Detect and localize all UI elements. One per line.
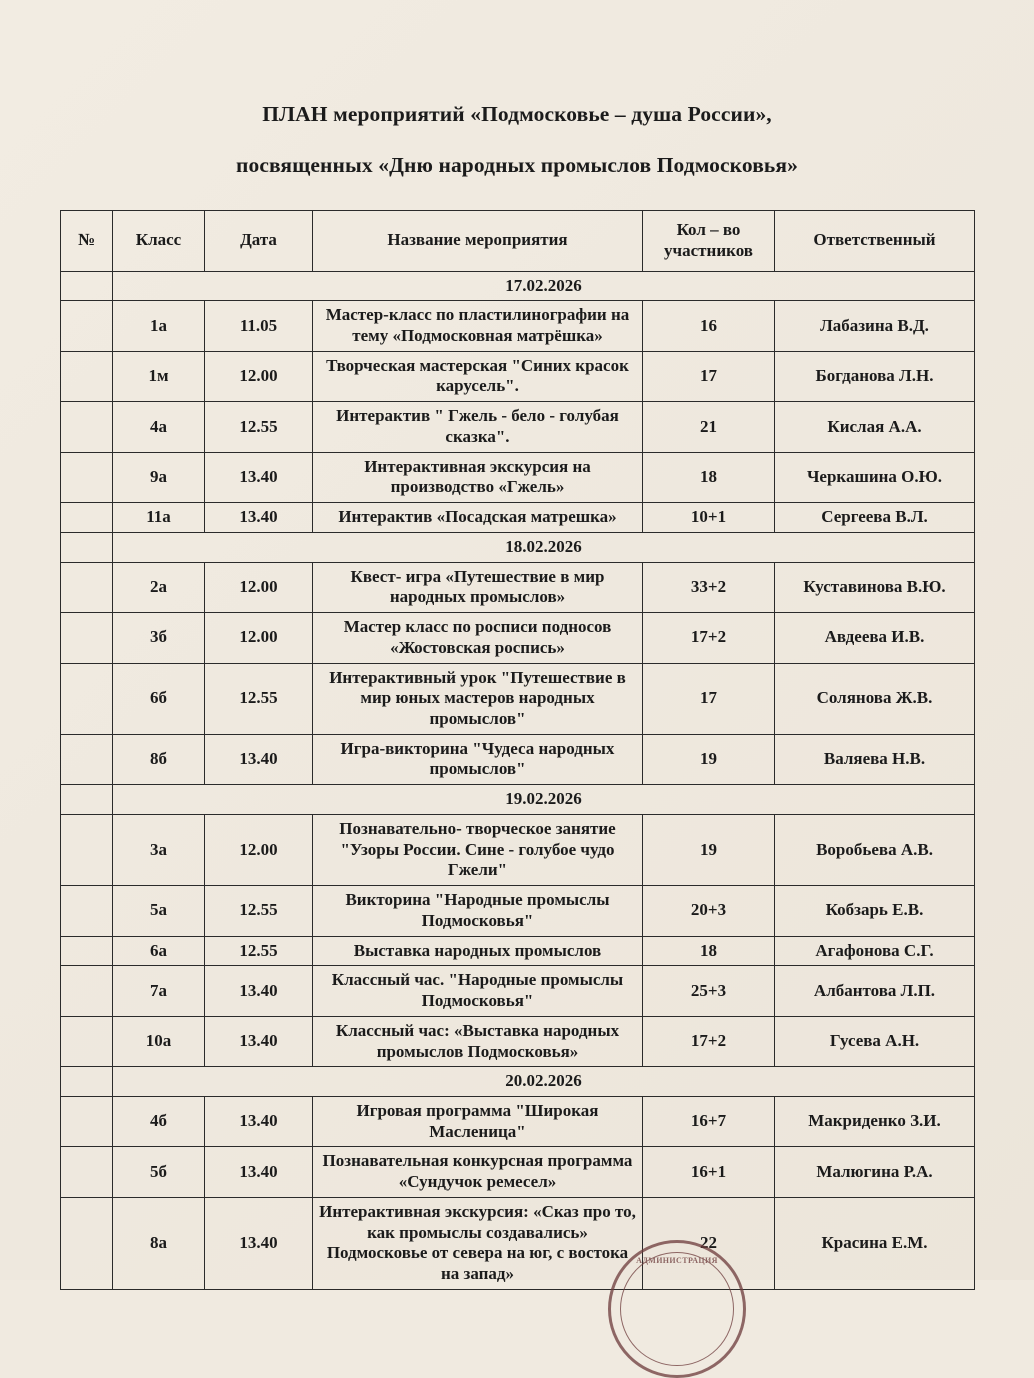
cell-class: 9а <box>113 452 205 502</box>
table-header <box>61 211 975 271</box>
table-row <box>61 1016 975 1066</box>
cell-participants-count: 17 <box>643 351 775 401</box>
cell-event-name: Интерактив «Посадская матрешка» <box>313 503 643 533</box>
table-row <box>61 351 975 401</box>
cell-event-name: Интерактивная экскурсия: «Сказ про то, как промыслы создавались» Подмосковье от севера на юг, с востока на запад» <box>313 1197 643 1289</box>
page-title-line-2: посвященных «Дню народных промыслов Подмосковья» <box>236 153 798 178</box>
cell-responsible: Красина Е.М. <box>775 1197 975 1289</box>
cell-num <box>61 613 113 663</box>
cell-num <box>61 532 113 562</box>
plan-table <box>60 210 975 1290</box>
cell-event-name: Квест- игра «Путешествие в мир народных промыслов» <box>313 562 643 612</box>
cell-date: 11.05 <box>205 301 313 351</box>
table-row <box>61 1147 975 1197</box>
cell-event-name: Интерактивная экскурсия на производство «Гжель» <box>313 452 643 502</box>
cell-participants-count: 22 <box>643 1197 775 1289</box>
table-row <box>61 301 975 351</box>
cell-participants-count: 10+1 <box>643 503 775 533</box>
cell-responsible: Агафонова С.Г. <box>775 936 975 966</box>
table-row <box>61 663 975 734</box>
cell-class: 5б <box>113 1147 205 1197</box>
day-label: 19.02.2026 <box>113 785 975 815</box>
cell-responsible: Черкашина О.Ю. <box>775 452 975 502</box>
cell-class: 8б <box>113 734 205 784</box>
cell-participants-count: 16 <box>643 301 775 351</box>
cell-num <box>61 503 113 533</box>
cell-participants-count: 17+2 <box>643 613 775 663</box>
cell-num <box>61 452 113 502</box>
cell-participants-count: 19 <box>643 734 775 784</box>
cell-num <box>61 1016 113 1066</box>
cell-class: 3б <box>113 613 205 663</box>
cell-event-name: Классный час. "Народные промыслы Подмосковья" <box>313 966 643 1016</box>
cell-class: 8а <box>113 1197 205 1289</box>
table-row <box>61 613 975 663</box>
cell-responsible: Сергеева В.Л. <box>775 503 975 533</box>
column-header-date: Дата <box>205 211 313 271</box>
cell-class: 7а <box>113 966 205 1016</box>
cell-event-name: Интерактив " Гжель - бело - голубая сказка". <box>313 402 643 452</box>
cell-participants-count: 20+3 <box>643 886 775 936</box>
cell-class: 10а <box>113 1016 205 1066</box>
cell-date: 13.40 <box>205 503 313 533</box>
day-label: 18.02.2026 <box>113 532 975 562</box>
cell-participants-count: 21 <box>643 402 775 452</box>
day-label: 17.02.2026 <box>113 271 975 301</box>
cell-num <box>61 1067 113 1097</box>
stamp-label: АДМИНИСТРАЦИЯ <box>636 1256 718 1265</box>
column-header-class: Класс <box>113 211 205 271</box>
cell-class: 2а <box>113 562 205 612</box>
cell-participants-count: 16+7 <box>643 1097 775 1147</box>
cell-num <box>61 663 113 734</box>
column-header-count <box>643 211 775 271</box>
cell-date: 12.00 <box>205 351 313 401</box>
cell-date: 13.40 <box>205 1147 313 1197</box>
cell-responsible: Лабазина В.Д. <box>775 301 975 351</box>
cell-date: 13.40 <box>205 1097 313 1147</box>
cell-num <box>61 1147 113 1197</box>
column-header-responsible: Ответственный <box>775 211 975 271</box>
cell-num <box>61 814 113 885</box>
cell-date: 12.55 <box>205 402 313 452</box>
cell-event-name: Познавательная конкурсная программа «Сундучок ремесел» <box>313 1147 643 1197</box>
cell-responsible: Воробьева А.В. <box>775 814 975 885</box>
cell-participants-count: 18 <box>643 452 775 502</box>
cell-participants-count: 17 <box>643 663 775 734</box>
cell-participants-count: 33+2 <box>643 562 775 612</box>
cell-responsible: Солянова Ж.В. <box>775 663 975 734</box>
cell-num <box>61 734 113 784</box>
table-row <box>61 814 975 885</box>
cell-date: 12.55 <box>205 663 313 734</box>
cell-date: 13.40 <box>205 1197 313 1289</box>
cell-num <box>61 562 113 612</box>
cell-date: 12.00 <box>205 562 313 612</box>
cell-responsible: Макриденко З.И. <box>775 1097 975 1147</box>
cell-responsible: Куставинова В.Ю. <box>775 562 975 612</box>
cell-participants-count: 25+3 <box>643 966 775 1016</box>
table-row <box>61 1097 975 1147</box>
cell-class: 11а <box>113 503 205 533</box>
cell-participants-count: 18 <box>643 936 775 966</box>
cell-num <box>61 351 113 401</box>
table-row <box>61 886 975 936</box>
table-body <box>61 271 975 1289</box>
cell-event-name: Игра-викторина "Чудеса народных промыслов" <box>313 734 643 784</box>
cell-num <box>61 966 113 1016</box>
cell-class: 6б <box>113 663 205 734</box>
cell-num <box>61 271 113 301</box>
cell-event-name: Классный час: «Выставка народных промыслов Подмосковья» <box>313 1016 643 1066</box>
cell-class: 5а <box>113 886 205 936</box>
table-row <box>61 1197 975 1289</box>
table-day-row <box>61 1067 975 1097</box>
table-day-row <box>61 785 975 815</box>
document-title-block <box>60 0 974 180</box>
cell-event-name: Викторина "Народные промыслы Подмосковья" <box>313 886 643 936</box>
table-row <box>61 402 975 452</box>
cell-date: 12.00 <box>205 613 313 663</box>
table-row <box>61 734 975 784</box>
cell-class: 4а <box>113 402 205 452</box>
cell-event-name: Игровая программа "Широкая Масленица" <box>313 1097 643 1147</box>
table-row <box>61 936 975 966</box>
table-row <box>61 503 975 533</box>
cell-date: 12.55 <box>205 936 313 966</box>
cell-participants-count: 19 <box>643 814 775 885</box>
table-row <box>61 452 975 502</box>
cell-event-name: Мастер класс по росписи подносов «Жостовская роспись» <box>313 613 643 663</box>
column-header-count-line1: Кол – во <box>676 220 741 240</box>
cell-event-name: Выставка народных промыслов <box>313 936 643 966</box>
cell-num <box>61 301 113 351</box>
page-title-line-1: ПЛАН мероприятий «Подмосковье – душа России», <box>262 102 772 126</box>
cell-date: 13.40 <box>205 1016 313 1066</box>
cell-participants-count: 17+2 <box>643 1016 775 1066</box>
cell-num <box>61 1197 113 1289</box>
cell-date: 13.40 <box>205 734 313 784</box>
cell-num <box>61 402 113 452</box>
table-day-row <box>61 532 975 562</box>
cell-num <box>61 936 113 966</box>
cell-class: 6а <box>113 936 205 966</box>
cell-responsible: Кислая А.А. <box>775 402 975 452</box>
cell-class: 1м <box>113 351 205 401</box>
cell-event-name: Познавательно- творческое занятие "Узоры России. Сине - голубое чудо Гжели" <box>313 814 643 885</box>
cell-date: 13.40 <box>205 966 313 1016</box>
column-header-count-line2: участников <box>664 240 753 260</box>
cell-date: 13.40 <box>205 452 313 502</box>
cell-responsible: Гусева А.Н. <box>775 1016 975 1066</box>
cell-date: 12.00 <box>205 814 313 885</box>
cell-responsible: Авдеева И.В. <box>775 613 975 663</box>
cell-event-name: Творческая мастерская "Синих красок карусель". <box>313 351 643 401</box>
table-header-row <box>61 211 975 271</box>
cell-responsible: Кобзарь Е.В. <box>775 886 975 936</box>
day-label: 20.02.2026 <box>113 1067 975 1097</box>
cell-class: 4б <box>113 1097 205 1147</box>
cell-responsible: Богданова Л.Н. <box>775 351 975 401</box>
table-row <box>61 562 975 612</box>
cell-responsible: Албантова Л.П. <box>775 966 975 1016</box>
column-header-num: № <box>61 211 113 271</box>
cell-num <box>61 1097 113 1147</box>
table-day-row <box>61 271 975 301</box>
cell-participants-count: 16+1 <box>643 1147 775 1197</box>
column-header-name: Название мероприятия <box>313 211 643 271</box>
cell-event-name: Интерактивный урок "Путешествие в мир юных мастеров народных промыслов" <box>313 663 643 734</box>
cell-num <box>61 886 113 936</box>
cell-responsible: Малюгина Р.А. <box>775 1147 975 1197</box>
cell-class: 1а <box>113 301 205 351</box>
cell-date: 12.55 <box>205 886 313 936</box>
cell-num <box>61 785 113 815</box>
cell-class: 3а <box>113 814 205 885</box>
cell-event-name: Мастер-класс по пластилинографии на тему «Подмосковная матрёшка» <box>313 301 643 351</box>
cell-responsible: Валяева Н.В. <box>775 734 975 784</box>
table-row <box>61 966 975 1016</box>
